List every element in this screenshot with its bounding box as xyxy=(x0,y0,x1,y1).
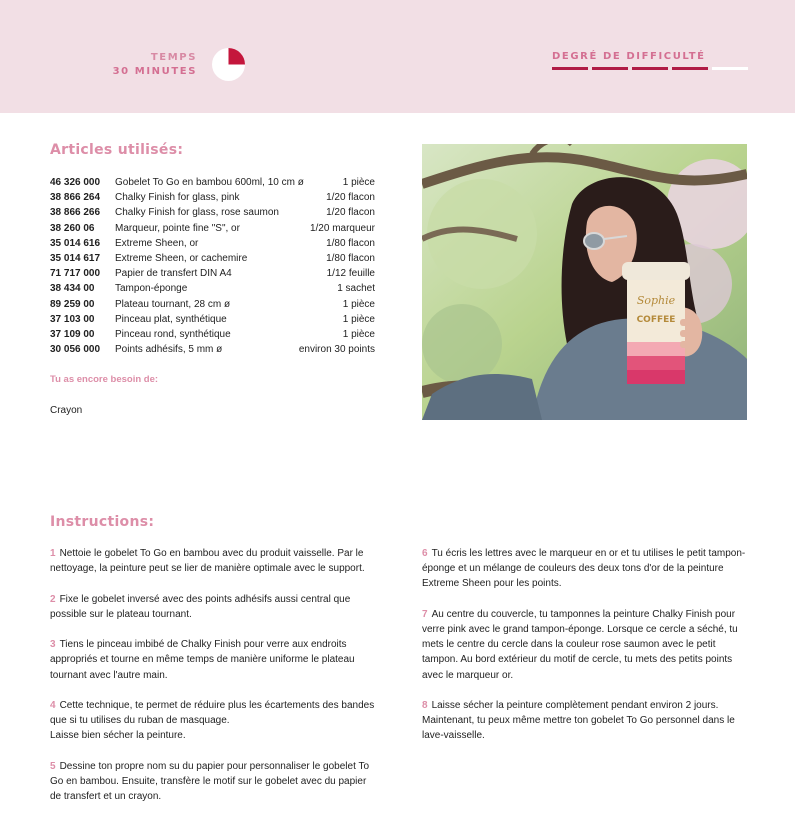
material-name: Chalky Finish for glass, rose saumon xyxy=(115,207,279,219)
difficulty-bar xyxy=(672,67,708,70)
instruction-step xyxy=(50,698,380,744)
cup-text-top: Sophie xyxy=(636,294,676,307)
header-band xyxy=(0,0,795,113)
material-quantity: 1 sachet xyxy=(337,283,375,295)
instruction-step xyxy=(422,698,752,744)
step-number: 3 xyxy=(50,639,56,651)
material-quantity: 1/20 flacon xyxy=(326,207,375,219)
materials-title: Articles utilisés: xyxy=(50,142,184,158)
step-text: Fixe le gobelet inversé avec des points adhésifs aussi central que possible sur le plateau tournant. xyxy=(50,593,351,620)
material-quantity: 1/20 marqueur xyxy=(309,222,375,234)
material-number: 38 434 00 xyxy=(50,283,95,295)
material-quantity: 1 pièce xyxy=(342,328,375,340)
time-value: 30 MINUTES xyxy=(112,66,197,77)
step-text: Au centre du couvercle, tu tamponnes la peinture Chalky Finish pour verre pink avec le grand tampon-éponge. Lorsque ce cercle a séché, tu mets le centre du cercle dans la couleur rose saumon avec le petit tampon. Au bord extérieur du motif de cercle, tu mets des petits points avec le marqueur or. xyxy=(422,608,738,681)
step-text: Laisse sécher la peinture complètement pendant environ 2 jours. Maintenant, tu peux même mettre ton gobelet To Go personnel dans le lave-vaisselle. xyxy=(422,700,735,742)
materials-list xyxy=(50,175,375,357)
step-text: Nettoie le gobelet To Go en bambou avec du produit vaisselle. Par le nettoyage, la peinture peut se lier de manière optimale avec le support. xyxy=(50,548,365,575)
material-name: Pinceau plat, synthétique xyxy=(115,313,227,325)
instructions-column-left xyxy=(50,546,380,820)
step-text: Dessine ton propre nom su du papier pour personnaliser le gobelet To Go en bambou. Ensuite, transfère le motif sur le gobelet avec du papier de transfert et un crayon. xyxy=(50,760,370,803)
time-info xyxy=(113,51,197,79)
material-number: 37 103 00 xyxy=(50,313,95,325)
material-row xyxy=(50,297,375,312)
material-number: 35 014 616 xyxy=(50,237,101,249)
material-number: 38 866 264 xyxy=(50,192,101,204)
material-name: Pinceau rond, synthétique xyxy=(115,328,231,340)
also-needed-item: Crayon xyxy=(50,405,83,416)
material-name: Gobelet To Go en bambou 600ml, 10 cm ø xyxy=(115,177,304,188)
material-row xyxy=(50,205,375,220)
step-number: 5 xyxy=(50,760,56,772)
material-quantity: 1/80 flacon xyxy=(326,237,375,249)
woman-with-cup-illustration xyxy=(422,144,747,420)
material-quantity: 1 pièce xyxy=(342,298,375,310)
difficulty-bar xyxy=(632,67,668,70)
material-name: Tampon-éponge xyxy=(115,283,188,295)
difficulty-bar xyxy=(552,67,588,70)
material-number: 71 717 000 xyxy=(50,268,101,280)
step-text: Tu écris les lettres avec le marqueur en or et tu utilises le petit tampon-éponge et un mélange de couleurs des deux tons d'or de la peinture Extreme Sheen pour les points. xyxy=(422,548,746,590)
difficulty-label: DEGRÉ DE DIFFICULTÉ xyxy=(552,51,706,62)
difficulty-bar xyxy=(712,67,748,70)
material-row xyxy=(50,342,375,357)
material-quantity: environ 30 points xyxy=(298,344,375,356)
material-row xyxy=(50,266,375,281)
material-quantity: 1 pièce xyxy=(342,313,375,325)
material-number: 89 259 00 xyxy=(50,298,95,310)
material-quantity: 1/80 flacon xyxy=(326,252,375,264)
step-number: 1 xyxy=(50,548,56,559)
step-text: Tiens le pinceau imbibé de Chalky Finish pour verre aux endroits appropriés et tourne en même temps de manière uniforme le plateau tournant avec l'autre main. xyxy=(50,639,355,681)
difficulty-bar xyxy=(592,67,628,70)
material-name: Chalky Finish for glass, pink xyxy=(115,192,240,204)
difficulty-meter xyxy=(552,67,748,70)
material-number: 35 014 617 xyxy=(50,252,101,264)
material-number: 38 866 266 xyxy=(50,207,101,219)
product-photo xyxy=(422,144,747,420)
material-quantity: 1/12 feuille xyxy=(326,268,375,280)
material-row xyxy=(50,236,375,251)
step-number: 6 xyxy=(422,548,428,559)
material-name: Extreme Sheen, or cachemire xyxy=(115,252,248,264)
material-row xyxy=(50,281,375,296)
material-name: Plateau tournant, 28 cm ø xyxy=(115,298,231,310)
material-row xyxy=(50,175,375,190)
material-name: Points adhésifs, 5 mm ø xyxy=(115,344,223,356)
material-row xyxy=(50,190,375,205)
instruction-step xyxy=(50,546,380,576)
instruction-step xyxy=(50,637,380,683)
material-row xyxy=(50,221,375,236)
material-name: Marqueur, pointe fine "S", or xyxy=(115,222,240,234)
instructions-column-right xyxy=(422,546,752,759)
step-number: 8 xyxy=(422,700,428,711)
cup-text-bottom: COFFEE xyxy=(636,315,676,325)
instructions-title: Instructions: xyxy=(50,514,155,530)
time-label: TEMPS xyxy=(150,52,197,63)
step-number: 4 xyxy=(50,699,56,711)
instruction-step xyxy=(422,607,752,683)
step-text: Cette technique, te permet de réduire plus les écartements des bandes que si tu utilises du ruban de masquage. Laisse bien sécher la peinture. xyxy=(50,699,375,742)
material-number: 30 056 000 xyxy=(50,344,101,356)
clock-icon xyxy=(212,48,245,81)
material-quantity: 1/20 flacon xyxy=(326,192,375,204)
material-number: 37 109 00 xyxy=(50,328,95,340)
instruction-step xyxy=(50,759,380,805)
material-quantity: 1 pièce xyxy=(342,177,375,188)
material-row xyxy=(50,327,375,342)
step-number: 7 xyxy=(422,608,428,620)
material-name: Papier de transfert DIN A4 xyxy=(115,268,232,280)
material-number: 38 260 06 xyxy=(50,222,95,234)
material-name: Extreme Sheen, or xyxy=(115,237,199,249)
material-row xyxy=(50,312,375,327)
step-number: 2 xyxy=(50,593,56,605)
instruction-step xyxy=(50,592,380,622)
material-number: 46 326 000 xyxy=(50,177,101,188)
also-needed-title: Tu as encore besoin de: xyxy=(50,374,159,385)
instruction-step xyxy=(422,546,752,592)
material-row xyxy=(50,251,375,266)
